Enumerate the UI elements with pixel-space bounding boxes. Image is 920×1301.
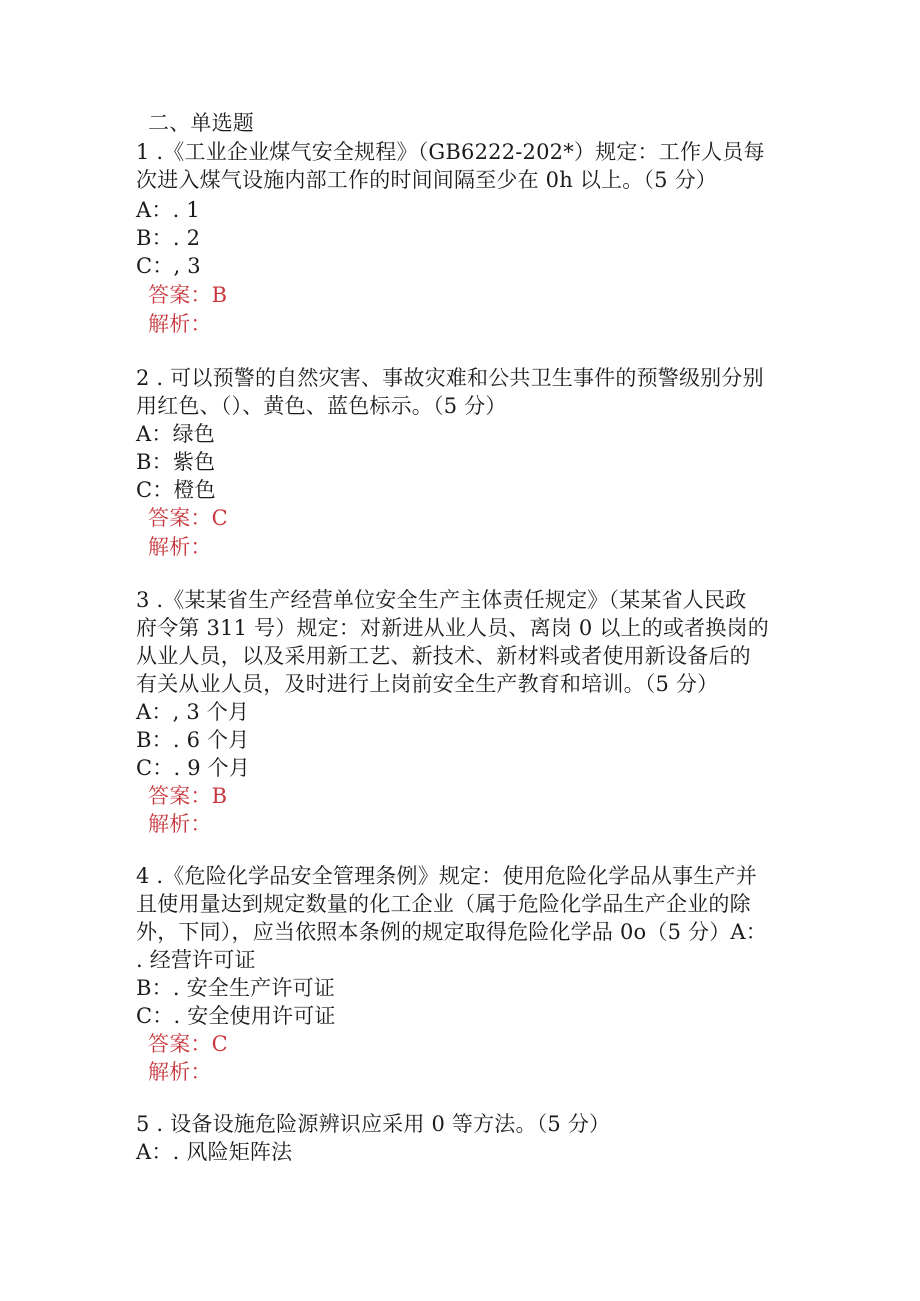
question-4-answer: 答案：C	[148, 1032, 228, 1056]
question-4-stem-line-2: 且使用量达到规定数量的化工企业（属于危险化学品生产企业的除	[136, 892, 751, 916]
question-1-analysis: 解析：	[148, 312, 212, 336]
question-3-stem-line-3: 从业人员，以及采用新工艺、新技术、新材料或者使用新设备后的	[136, 644, 751, 668]
question-4-stem-line-1: 4 .《危险化学品安全管理条例》规定：使用危险化学品从事生产并	[136, 864, 757, 888]
question-1-option-b: B：. 2	[136, 226, 201, 250]
question-3-option-c: C：. 9 个月	[136, 756, 251, 780]
question-1-stem-line-1: 1 .《工业企业煤气安全规程》（GB6222-202*）规定：工作人员每	[136, 140, 765, 164]
question-2-option-c: C：橙色	[136, 478, 216, 502]
question-4-stem-line-3: 外，下同），应当依照本条例的规定取得危险化学品 0o（5 分）A：	[136, 920, 767, 944]
question-2-analysis: 解析：	[148, 535, 212, 559]
question-5-stem-line-1: 5 . 设备设施危险源辨识应采用 0 等方法。（5 分）	[136, 1112, 611, 1136]
question-3-option-b: B：. 6 个月	[136, 728, 250, 752]
question-2-answer: 答案：C	[148, 506, 228, 530]
question-3-stem-line-2: 府令第 311 号）规定：对新进从业人员、离岗 0 以上的或者换岗的	[136, 616, 769, 640]
question-3-answer: 答案：B	[148, 784, 228, 808]
section-title: 二、单选题	[148, 111, 254, 135]
question-1-option-a: A：. 1	[136, 198, 200, 222]
question-3-option-a: A：, 3 个月	[136, 700, 250, 724]
question-1-option-c: C：, 3	[136, 254, 201, 278]
question-1-answer: 答案：B	[148, 283, 228, 307]
question-2-stem-line-1: 2 . 可以预警的自然灾害、事故灾难和公共卫生事件的预警级别分别	[136, 366, 764, 390]
question-4-option-c: C：. 安全使用许可证	[136, 1004, 336, 1028]
question-1-stem-line-2: 次进入煤气设施内部工作的时间间隔至少在 0h 以上。（5 分）	[136, 168, 717, 192]
question-3-stem-line-1: 3 .《某某省生产经营单位安全生产主体责任规定》（某某省人民政	[136, 588, 747, 612]
question-2-stem-line-2: 用红色、（）、黄色、蓝色标示。（5 分）	[136, 394, 507, 418]
question-4-option-b: B：. 安全生产许可证	[136, 976, 335, 1000]
question-3-stem-line-4: 有关从业人员，及时进行上岗前安全生产教育和培训。（5 分）	[136, 672, 719, 696]
question-2-option-b: B：紫色	[136, 450, 216, 474]
question-3-analysis: 解析：	[148, 812, 212, 836]
question-4-analysis: 解析：	[148, 1060, 212, 1084]
question-2-option-a: A：绿色	[136, 422, 215, 446]
question-5-option-a: A：. 风险矩阵法	[136, 1140, 293, 1164]
question-4-stem-line-4: . 经营许可证	[136, 948, 256, 972]
